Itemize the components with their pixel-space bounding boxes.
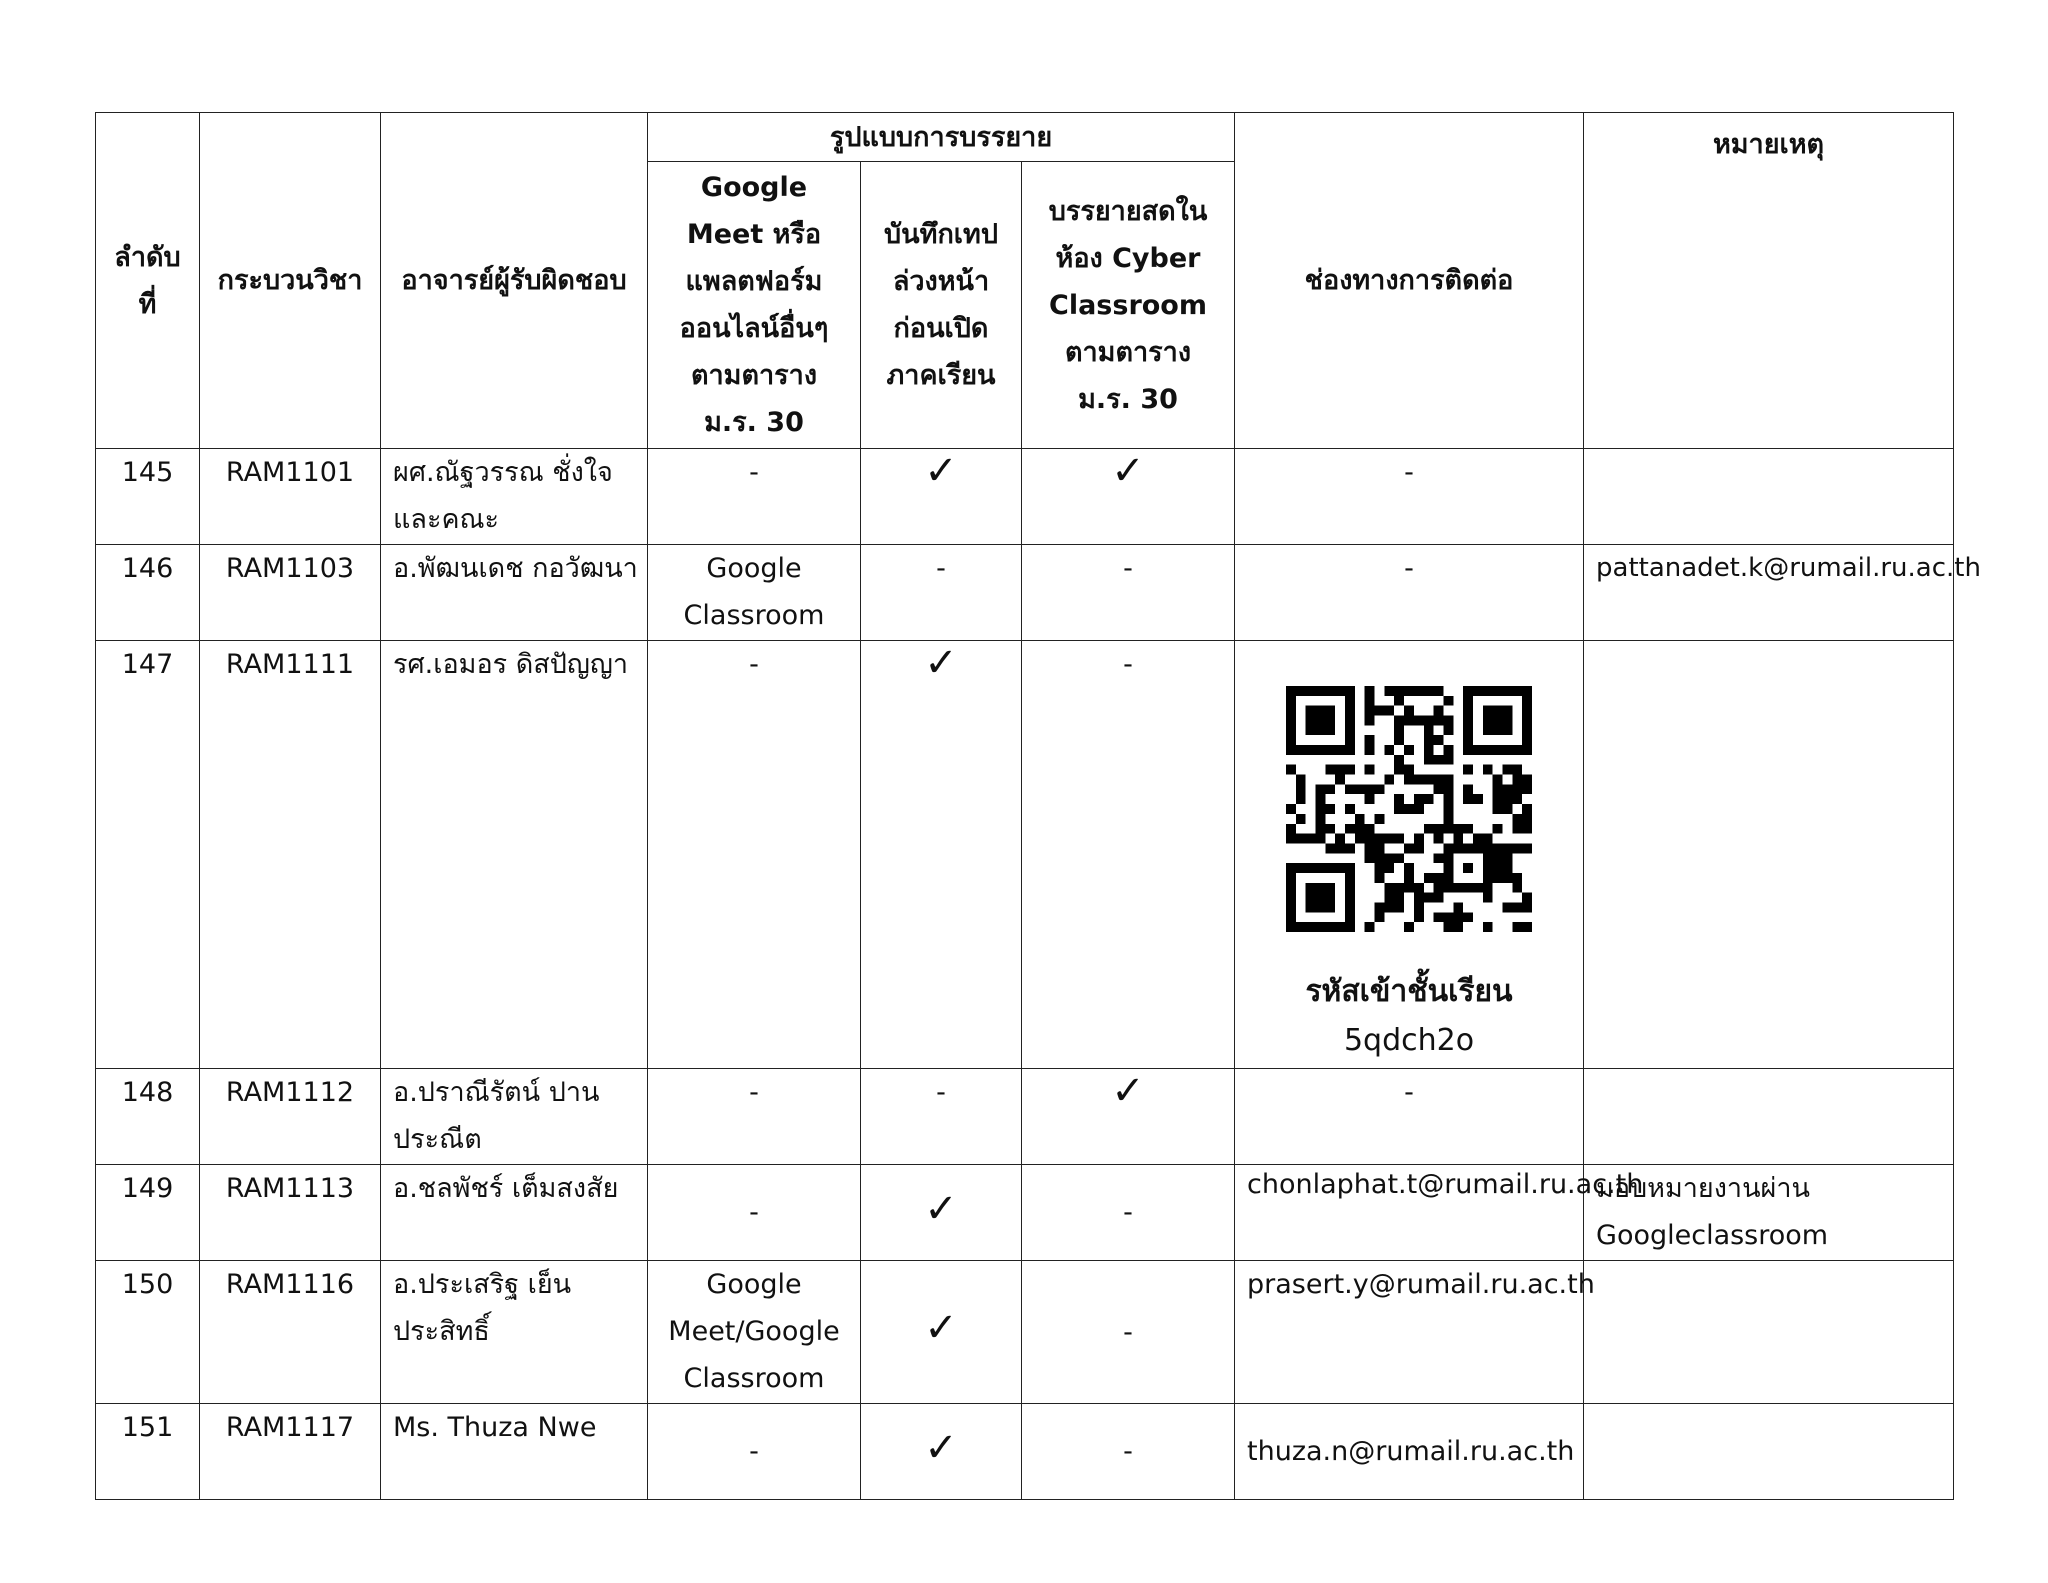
row-cyber: - <box>1022 641 1235 1069</box>
row-no: 150 <box>96 1261 200 1404</box>
row-contact: - <box>1235 545 1584 641</box>
header-course: กระบวนวิชา <box>200 113 381 449</box>
row-no: 148 <box>96 1069 200 1165</box>
course-table <box>95 112 1981 1500</box>
table-row <box>96 1165 1954 1261</box>
row-instructor: อ.ชลพัชร์ เต็มสงสัย <box>381 1165 648 1261</box>
row-contact[interactable]: thuza.n@rumail.ru.ac.th <box>1235 1404 1584 1500</box>
row-cyber: - <box>1022 1404 1235 1500</box>
check-icon: ✓ <box>924 1185 958 1232</box>
table-row <box>96 545 1954 641</box>
row-contact: - <box>1235 1069 1584 1165</box>
header-cyber: บรรยายสดใน ห้อง Cyber Classroom ตามตาราง ม.ร. 30 <box>1022 162 1235 449</box>
row-no: 149 <box>96 1165 200 1261</box>
row-course: RAM1111 <box>200 641 381 1069</box>
row-meet: - <box>648 1165 861 1261</box>
header-remark: หมายเหตุ <box>1584 113 1954 449</box>
row-remark: มอบหมายงานผ่าน Googleclassroom <box>1584 1165 1954 1261</box>
row-remark <box>1584 449 1954 545</box>
row-remark: pattanadet.k@rumail.ru.ac.th <box>1584 545 1954 641</box>
row-remark <box>1584 1261 1954 1404</box>
row-instructor: อ.ประเสริฐ เย็นประสิทธิ์ <box>381 1261 648 1404</box>
check-icon: ✓ <box>1111 1068 1145 1114</box>
row-cyber: - <box>1022 1165 1235 1261</box>
check-icon: ✓ <box>1111 448 1145 494</box>
row-meet: - <box>648 1404 861 1500</box>
header-format-group: รูปแบบการบรรยาย <box>648 113 1235 162</box>
row-no: 146 <box>96 545 200 641</box>
row-instructor: รศ.เอมอร ดิสปัญญา <box>381 641 648 1069</box>
table-row <box>96 1069 1954 1165</box>
qr-code-icon[interactable] <box>1286 686 1532 932</box>
table-row <box>96 1261 1954 1404</box>
header-instructor: อาจารย์ผู้รับผิดชอบ <box>381 113 648 449</box>
row-course: RAM1101 <box>200 449 381 545</box>
row-course: RAM1113 <box>200 1165 381 1261</box>
row-instructor: อ.พัฒนเดช กอวัฒนา <box>381 545 648 641</box>
table-row <box>96 1404 1954 1500</box>
row-course: RAM1112 <box>200 1069 381 1165</box>
row-course: RAM1103 <box>200 545 381 641</box>
row-meet: Google Meet/Google Classroom <box>648 1261 861 1404</box>
row-contact[interactable]: chonlaphat.t@rumail.ru.ac.th <box>1235 1165 1584 1261</box>
check-icon: ✓ <box>924 1424 958 1471</box>
row-no: 151 <box>96 1404 200 1500</box>
row-instructor: อ.ปราณีรัตน์ ปานประณีต <box>381 1069 648 1165</box>
qr-block <box>1235 641 1583 1068</box>
table-row <box>96 449 1954 545</box>
row-no: 147 <box>96 641 200 1069</box>
row-meet: - <box>648 641 861 1069</box>
row-recorded: - <box>861 1069 1022 1165</box>
check-icon: ✓ <box>924 1305 958 1351</box>
row-instructor: ผศ.ณัฐวรรณ ชั่งใจ และคณะ <box>381 449 648 545</box>
row-meet: - <box>648 1069 861 1165</box>
header-contact: ช่องทางการติดต่อ <box>1235 113 1584 449</box>
check-icon: ✓ <box>924 640 958 686</box>
header-meet: Google Meet หรือ แพลตฟอร์ม ออนไลน์อื่นๆ ตามตาราง ม.ร. 30 <box>648 162 861 449</box>
header-no: ลำดับ ที่ <box>96 113 200 449</box>
check-icon: ✓ <box>924 448 958 494</box>
row-no: 145 <box>96 449 200 545</box>
row-instructor: Ms. Thuza Nwe <box>381 1404 648 1500</box>
table-row <box>96 641 1954 1069</box>
class-code-value: 5qdch2o <box>1343 1023 1475 1058</box>
row-cyber: - <box>1022 545 1235 641</box>
row-remark <box>1584 1069 1954 1165</box>
row-course: RAM1116 <box>200 1261 381 1404</box>
row-remark <box>1584 641 1954 1069</box>
class-code-label: รหัสเข้าชั้นเรียน <box>1305 974 1513 1009</box>
header-recorded: บันทึกเทป ล่วงหน้า ก่อนเปิด ภาคเรียน <box>861 162 1022 449</box>
row-meet: Google Classroom <box>648 545 861 641</box>
row-remark <box>1584 1404 1954 1500</box>
row-meet: - <box>648 449 861 545</box>
row-contact: - <box>1235 449 1584 545</box>
row-contact[interactable]: prasert.y@rumail.ru.ac.th <box>1235 1261 1584 1404</box>
row-cyber: - <box>1022 1261 1235 1404</box>
row-course: RAM1117 <box>200 1404 381 1500</box>
row-recorded: - <box>861 545 1022 641</box>
